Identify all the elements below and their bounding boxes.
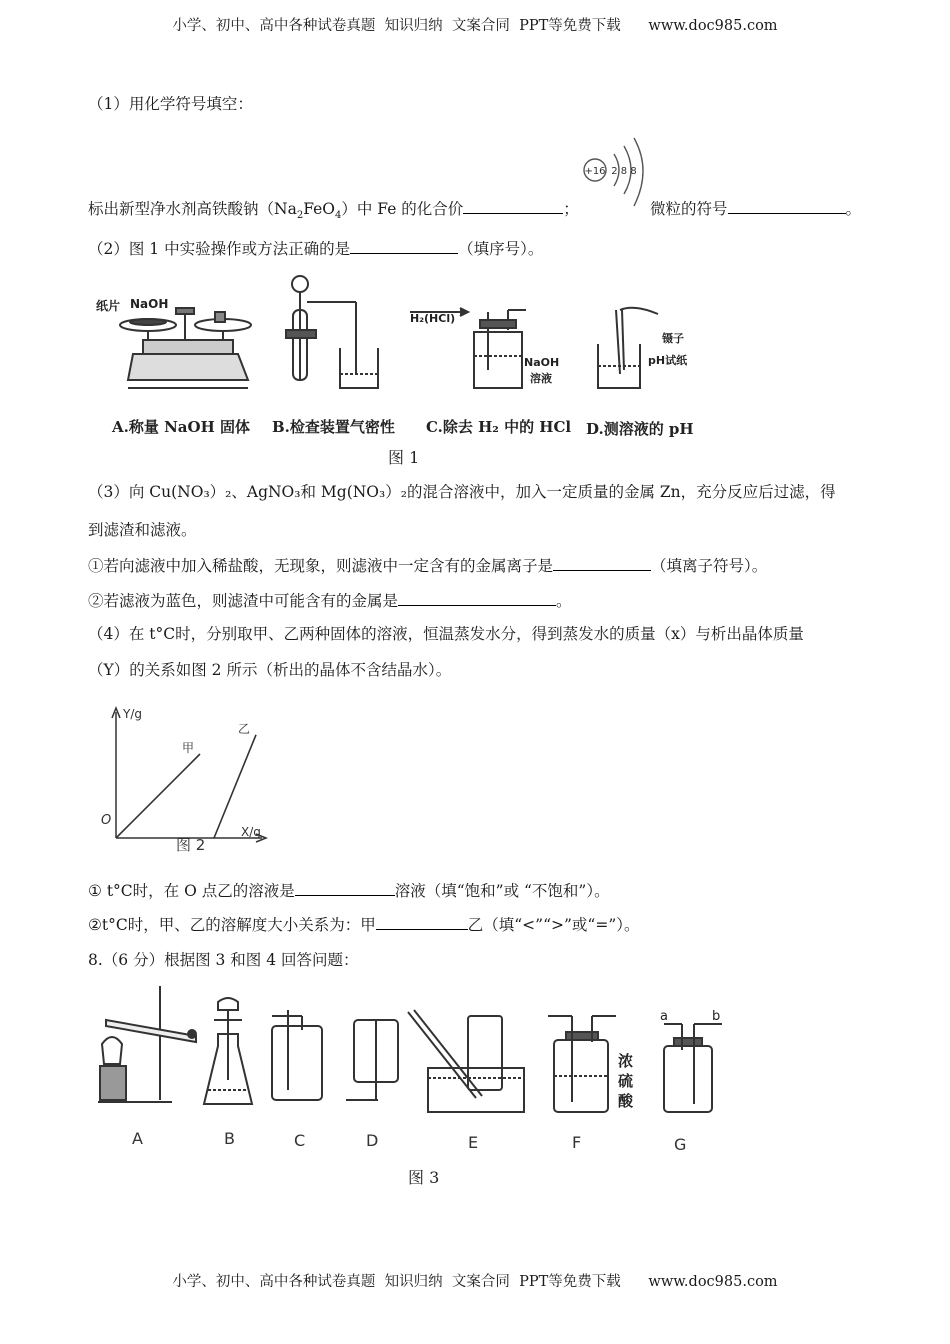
series-line-yi bbox=[214, 735, 256, 838]
apparatus-e-water-trough bbox=[408, 1010, 524, 1112]
balance-apparatus bbox=[96, 297, 251, 388]
figure-3-apparatus bbox=[96, 980, 736, 1160]
apparatus-label-g: G bbox=[674, 1135, 687, 1154]
answer-blank[interactable] bbox=[728, 196, 846, 214]
airtightness-apparatus bbox=[286, 276, 378, 388]
q3-line-2: 到滤渣和滤液。 bbox=[88, 521, 197, 539]
caption-d: D.测溶液的 pH bbox=[586, 420, 694, 438]
naoh-solution-label-1: NaOH bbox=[524, 356, 560, 369]
naoh-solution-label-2: 溶液 bbox=[530, 372, 552, 385]
q4-line-2: （Y）的关系如图 2 所示（析出的晶体不含结晶水）。 bbox=[88, 661, 452, 679]
figure-1-label: 图 1 bbox=[388, 448, 420, 467]
origin-label: O bbox=[101, 813, 112, 828]
naoh-label: NaOH bbox=[130, 297, 169, 311]
apparatus-label-f: F bbox=[572, 1133, 582, 1152]
answer-blank[interactable] bbox=[463, 196, 563, 214]
answer-blank[interactable] bbox=[376, 912, 468, 930]
paper-label: 纸片 bbox=[96, 299, 121, 313]
answer-blank[interactable] bbox=[553, 553, 651, 571]
apparatus-a-heating bbox=[98, 986, 196, 1102]
apparatus-label-b: B bbox=[224, 1129, 235, 1148]
y-axis-label: Y/g bbox=[123, 707, 142, 721]
figure-3-label: 图 3 bbox=[408, 1168, 440, 1187]
acid-label-3: 酸 bbox=[618, 1092, 634, 1110]
apparatus-b-flask bbox=[204, 998, 252, 1104]
atom-structure-diagram bbox=[580, 136, 652, 214]
apparatus-label-c: C bbox=[294, 1131, 306, 1150]
q3-sub-1: ①若向滤液中加入稀盐酸，无现象，则滤液中一定含有的金属离子是 （填离子符号）。 bbox=[88, 553, 767, 576]
port-a-label: a bbox=[660, 1009, 668, 1024]
caption-b: B.检查装置气密性 bbox=[272, 418, 395, 436]
ph-paper-label: pH试纸 bbox=[648, 354, 688, 367]
q3-sub-2: ②若滤液为蓝色，则滤渣中可能含有的金属是 。 bbox=[88, 588, 572, 611]
apparatus-f-gas-washing bbox=[548, 1016, 616, 1112]
gas-washing-bottle-apparatus bbox=[410, 308, 559, 388]
apparatus-d-inverted bbox=[346, 1020, 398, 1100]
q8-title: 8.（6 分）根据图 3 和图 4 回答问题： bbox=[88, 951, 359, 969]
caption-c: C.除去 H₂ 中的 HCl bbox=[426, 418, 572, 436]
series-line-jia bbox=[116, 754, 200, 838]
q4-sub-2: ②t°C时，甲、乙的溶解度大小关系为：甲 乙（填“<”“>”或“=”）。 bbox=[88, 912, 640, 935]
acid-label-1: 浓 bbox=[618, 1052, 634, 1070]
apparatus-label-a: A bbox=[132, 1129, 143, 1148]
apparatus-label-d: D bbox=[366, 1131, 379, 1150]
series-label-jia: 甲 bbox=[182, 741, 195, 755]
caption-a: A.称量 NaOH 固体 bbox=[112, 418, 250, 436]
q1-title: （1）用化学符号填空： bbox=[88, 95, 253, 113]
q3-line-1: （3）向 Cu(NO₃）₂、AgNO₃和 Mg(NO₃）₂的混合溶液中，加入一定质量的金属 Zn，充分反应后过滤，得 bbox=[88, 483, 836, 501]
answer-blank[interactable] bbox=[350, 236, 458, 254]
atom-nucleus-label: +16 bbox=[584, 166, 606, 177]
page-footer: 小学、初中、高中各种试卷真题 知识归纳 文案合同 PPT等免费下载 www.doc985.com bbox=[172, 1274, 778, 1290]
tweezers-label: 镊子 bbox=[662, 332, 684, 345]
page-header: 小学、初中、高中各种试卷真题 知识归纳 文案合同 PPT等免费下载 www.doc985.com bbox=[172, 18, 778, 34]
q4-line-1: （4）在 t°C时，分别取甲、乙两种固体的溶液，恒温蒸发水分，得到蒸发水的质量（x）与析出晶体质量 bbox=[88, 625, 804, 643]
answer-blank[interactable] bbox=[398, 588, 556, 606]
ph-test-apparatus bbox=[598, 308, 688, 388]
q2-text: （2）图 1 中实验操作或方法正确的是 （填序号）。 bbox=[88, 236, 543, 259]
q1-part-b: 微粒的符号 。 bbox=[650, 196, 861, 219]
q1-part-a: 标出新型净水剂高铁酸钠$(Na_2FeO_4)$中 Fe 的化合价 ； bbox=[88, 196, 579, 221]
apparatus-label-e: E bbox=[468, 1133, 479, 1152]
figure-1-apparatus bbox=[88, 270, 728, 400]
acid-label-2: 硫 bbox=[618, 1072, 634, 1090]
chart-title: 图 2 bbox=[176, 836, 206, 854]
q4-sub-1: ① t°C时，在 O 点乙的溶液是 溶液（填“饱和”或 “不饱和”）。 bbox=[88, 878, 610, 901]
figure-2-chart bbox=[96, 700, 276, 860]
atom-shell-counts: 2 8 8 bbox=[611, 166, 637, 177]
apparatus-c-bottle bbox=[272, 1010, 322, 1100]
series-label-yi: 乙 bbox=[238, 721, 251, 736]
port-b-label: b bbox=[712, 1009, 721, 1024]
gas-label: H₂(HCl) bbox=[410, 312, 456, 325]
answer-blank[interactable] bbox=[295, 878, 395, 896]
x-axis-label: X/g bbox=[241, 825, 261, 839]
apparatus-g-bottle bbox=[664, 1024, 722, 1112]
